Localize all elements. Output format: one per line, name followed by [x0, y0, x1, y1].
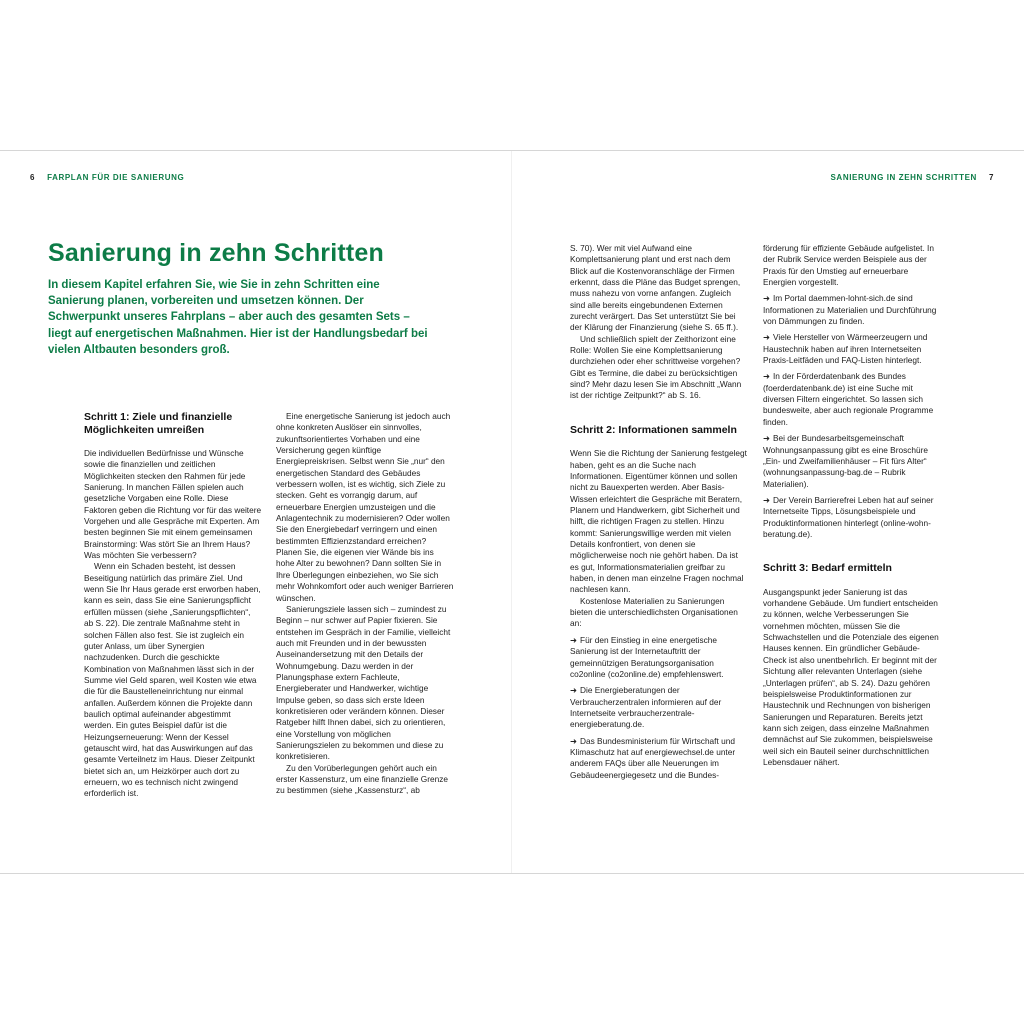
arrow-right-icon: ➜ — [763, 494, 770, 505]
list-item: ➜ In der Förderdatenbank des Bundes (foerderdatenbank.de) ist eine Suche mit diversen Filtern eingerichtet. So lassen sich bundesweite, aber auch regionale Programme finden. — [763, 371, 934, 427]
list-item: ➜ Die Energieberatungen der Verbraucherzentralen informieren auf der Internetseite verbraucherzentrale-energieberatung.de. — [570, 685, 722, 730]
column-1 — [84, 411, 262, 800]
list-item: ➜ Das Bundesministerium für Wirtschaft und Klimaschutz hat auf energiewechsel.de unter anderem FAQs über alle Neuerungen im Gebäudeenergiegesetz und die Bundes- — [570, 735, 736, 780]
paragraph: Ausgangspunkt jeder Sanierung ist das vorhandene Gebäude. Um fundiert entscheiden zu können, welche Verbesserungen Sie vornehmen möchten, müssen Sie die Schwachstellen und die Potenziale des eigenen Hauses kennen. Ein gründlicher Gebäude-Check ist also unentbehrlich. Er beginnt mit der Sichtung aller relevanten Unterlagen (siehe „Unterlagen prüfen“, ab S. 24). Dazu gehören beispielsweise Produktinformationen zur Haustechnik und Rechnungen von bisherigen Sanierungen und Reparaturen. Bereits jetzt kann sich zeigen, dass einzelne Maßnahmen demnächst auf Sie zukommen, beispielsweise weil sich ein Bauteil seiner durchschnittlichen Lebensdauer nähert. — [763, 586, 939, 767]
book-spread — [0, 150, 1024, 874]
column-2 — [276, 411, 454, 797]
paragraph: S. 70). Wer mit viel Aufwand eine Komplettsanierung plant und erst nach dem Blick auf die Kostenvoranschläge der Firmen erkennt, dass die Pläne das Budget sprengen, muss nahezu von vorne anfangen. Zugleich sind alle bereits eingebundenen Externen zurecht verärgert. Das Set unterstützt Sie bei der Klärung der Finanzierung (siehe S. 65 ff.). — [570, 243, 741, 333]
paragraph: Wenn Sie die Richtung der Sanierung festgelegt haben, geht es an die Suche nach Informationen. Eigentümer können und sollen nicht zu Bauexperten werden. Aber Basis-Wissen erleichtert die Gespräche mit Beratern, Planern und Handwerkern, gibt Sicherheit und hilft, die richtigen Fragen zu stellen. Hinzu kommt: Sanierungswillige werden mit vielen Details konfrontiert, von denen sie möglicherweise noch nie gehört haben. Da ist es gut, Informationsmaterialien greifbar zu haben, in denen man einzelne Fragen nochmal nachlesen kann. — [570, 448, 747, 595]
running-title-left: FARPLAN FÜR DIE SANIERUNG — [47, 173, 185, 182]
section-heading-step-3: Schritt 3: Bedarf ermitteln — [763, 562, 892, 575]
paragraph: Kostenlose Materialien zu Sanierungen bieten die unterschiedlichsten Organisationen an: — [570, 595, 738, 629]
arrow-right-icon: ➜ — [570, 735, 577, 746]
paragraph: Und schließlich spielt der Zeithorizont eine Rolle: Wollen Sie eine Komplettsanierung durchziehen oder eher schrittweise vorgehen? Gibt es Termine, die dabei zu berücksichtigen sind? Mehr dazu lesen Sie im Abschnitt „Wann ist der richtige Zeitpunkt?“ ab S. 16. — [570, 333, 742, 401]
list-item: ➜ Bei der Bundesarbeitsgemeinschaft Wohnungsanpassung gibt es eine Broschüre „Ein- und Zweifamilienhäuser – Fit fürs Alter“ (wohnungsanpassung-bag.de – Rubrik Materialien). — [763, 433, 928, 489]
chapter-title: Sanierung in zehn Schritten — [48, 239, 384, 267]
chapter-lead: In diesem Kapitel erfahren Sie, wie Sie in zehn Schritten eine Sanierung planen, vorbereiten und umsetzen können. Der Schwerpunkt unseres Fahrplans – aber auch des gesamten Sets – liegt auf energetischen Maßnahmen. Hier ist der Handlungsbedarf bei vielen Altbauten besonders groß. — [48, 279, 428, 356]
list-item: ➜ Viele Hersteller von Wärmeerzeugern und Haustechnik haben auf ihren Internetseiten Praxis-Leitfäden und FAQ-Listen hinterlegt. — [763, 332, 928, 366]
list-item: ➜ Für den Einstieg in eine energetische Sanierung ist der Internetauftritt der gemeinnützigen Beratungsorganisation co2online (co2online.de) empfehlenswert. — [570, 634, 724, 679]
arrow-right-icon: ➜ — [763, 293, 770, 304]
page-number-right: 7 — [988, 173, 994, 182]
arrow-right-icon: ➜ — [763, 433, 770, 444]
column-3 — [570, 243, 748, 781]
section-heading-step-1: Schritt 1: Ziele und finanzielle Möglichkeiten umreißen — [84, 411, 233, 436]
list-item: ➜ Im Portal daemmen-lohnt-sich.de sind Informationen zu Materialien und Durchführung von Dämmungen zu finden. — [763, 293, 937, 327]
paragraph: Wenn ein Schaden besteht, ist dessen Beseitigung natürlich das primäre Ziel. Und wenn Sie Ihr Haus gerade erst erworben haben, kann es sein, dass Sie eine Sanierungspflicht erfüllen müssen (siehe „Sanierungspflichten“, ab S. 22). Die zentrale Maßnahme steht in solchen Fällen also fest. Sie ist zugleich ein guter Anlass, um über Synergien nachzudenken. Durch die geschickte Kombination von Maßnahmen lässt sich in der Summe viel Geld sparen, weil Kosten wie etwa die für die Baustelleneinrichtung nur einmal anfallen. Außerdem können die Projekte dann baulich optimal aufeinander abgestimmt werden. Ein gutes Beispiel dafür ist die Heizungserneuerung: Wenn der Kessel getauscht wird, hat das Auswirkungen auf das gesamte Verteilnetz im Haus. Dieser Zeitpunkt bietet sich an, um Heizkörper auch dort zu erneuern, wo es technisch nicht zwingend erforderlich ist. — [84, 561, 261, 799]
arrow-right-icon: ➜ — [763, 371, 770, 382]
paragraph: förderung für effiziente Gebäude aufgelistet. In der Rubrik Service werden Beispiele aus der Praxis für den Umstieg auf erneuerbare Energien vorgestellt. — [763, 243, 934, 288]
arrow-right-icon: ➜ — [763, 332, 770, 343]
paragraph: Sanierungsziele lassen sich – zumindest zu Beginn – nur schwer auf Papier fixieren. Sie entstehen im Gespräch in der Familie, vielleicht auch mit Freunden und in der bewussten Auseinandersetzung mit den Details der Wohnumgebung. Dazu werden in der Planungsphase extern Fachleute, Energieberater und Handwerker, wichtige Impulse geben, so dass sich erste Ideen konkretisieren oder verändern können. Dieser Ratgeber hilft Ihnen dabei, sich zu orientieren, eine Vorstellung von möglichen Sanierungszielen zu bekommen und diese zu konkretisieren. — [276, 603, 451, 762]
section-heading-step-2: Schritt 2: Informationen sammeln — [570, 423, 737, 436]
running-title-right: SANIERUNG IN ZEHN SCHRITTEN — [830, 173, 977, 182]
list-item: ➜ Der Verein Barrierefrei Leben hat auf seiner Internetseite Tipps, Lösungsbeispiele und Produktinformationen hinterlegt (online-wohn-beratung.de). — [763, 494, 934, 539]
column-4 — [763, 243, 941, 768]
arrow-right-icon: ➜ — [570, 685, 577, 696]
page-number-left: 6 — [30, 173, 36, 182]
paragraph: Die individuellen Bedürfnisse und Wünsche sowie die finanziellen und zeitlichen Möglichkeiten stecken den Rahmen für jede Sanierung. In manchen Fällen spielen auch gesetzliche Vorgaben eine Rolle. Diese Faktoren geben die Richtung vor für das weitere Vorgehen und alle Gespräche mit Experten. Am besten beginnen Sie mit einem gemeinsamen Brainstorming: Was stört Sie an Ihrem Haus? Was möchten Sie verbessern? — [84, 448, 262, 561]
paragraph: Eine energetische Sanierung ist jedoch auch ohne konkreten Auslöser ein sinnvolles, zukunftsorientiertes Vorhaben und eine Versicherung gegen künftige Energiepreiskrisen. Selbst wenn Sie „nur“ den energetischen Standard des Gebäudes verbessern wollen, ist es wichtig, sich Ziele zu stecken. Geht es vorrangig darum, auf erneuerbare Energien umzusteigen und die Anlagentechnik zu modernisieren? Oder wollen Sie den Energiebedarf verringern und einen bestimmten Effizienzstandard erreichen? Planen Sie, die eigenen vier Wände bis ins hohe Alter zu bewohnen? Dann sollten Sie in Ihre Überlegungen einbeziehen, wo Sie sich mehr Wohnkomfort oder auch weniger Barrieren wünschen. — [276, 411, 454, 603]
arrow-right-icon: ➜ — [570, 634, 577, 645]
paragraph: Zu den Vorüberlegungen gehört auch ein erster Kassensturz, um eine finanzielle Grenze zu bestimmen (siehe „Kassensturz“, ab — [276, 762, 449, 796]
running-header-left — [30, 173, 184, 182]
running-header-right — [831, 173, 995, 182]
